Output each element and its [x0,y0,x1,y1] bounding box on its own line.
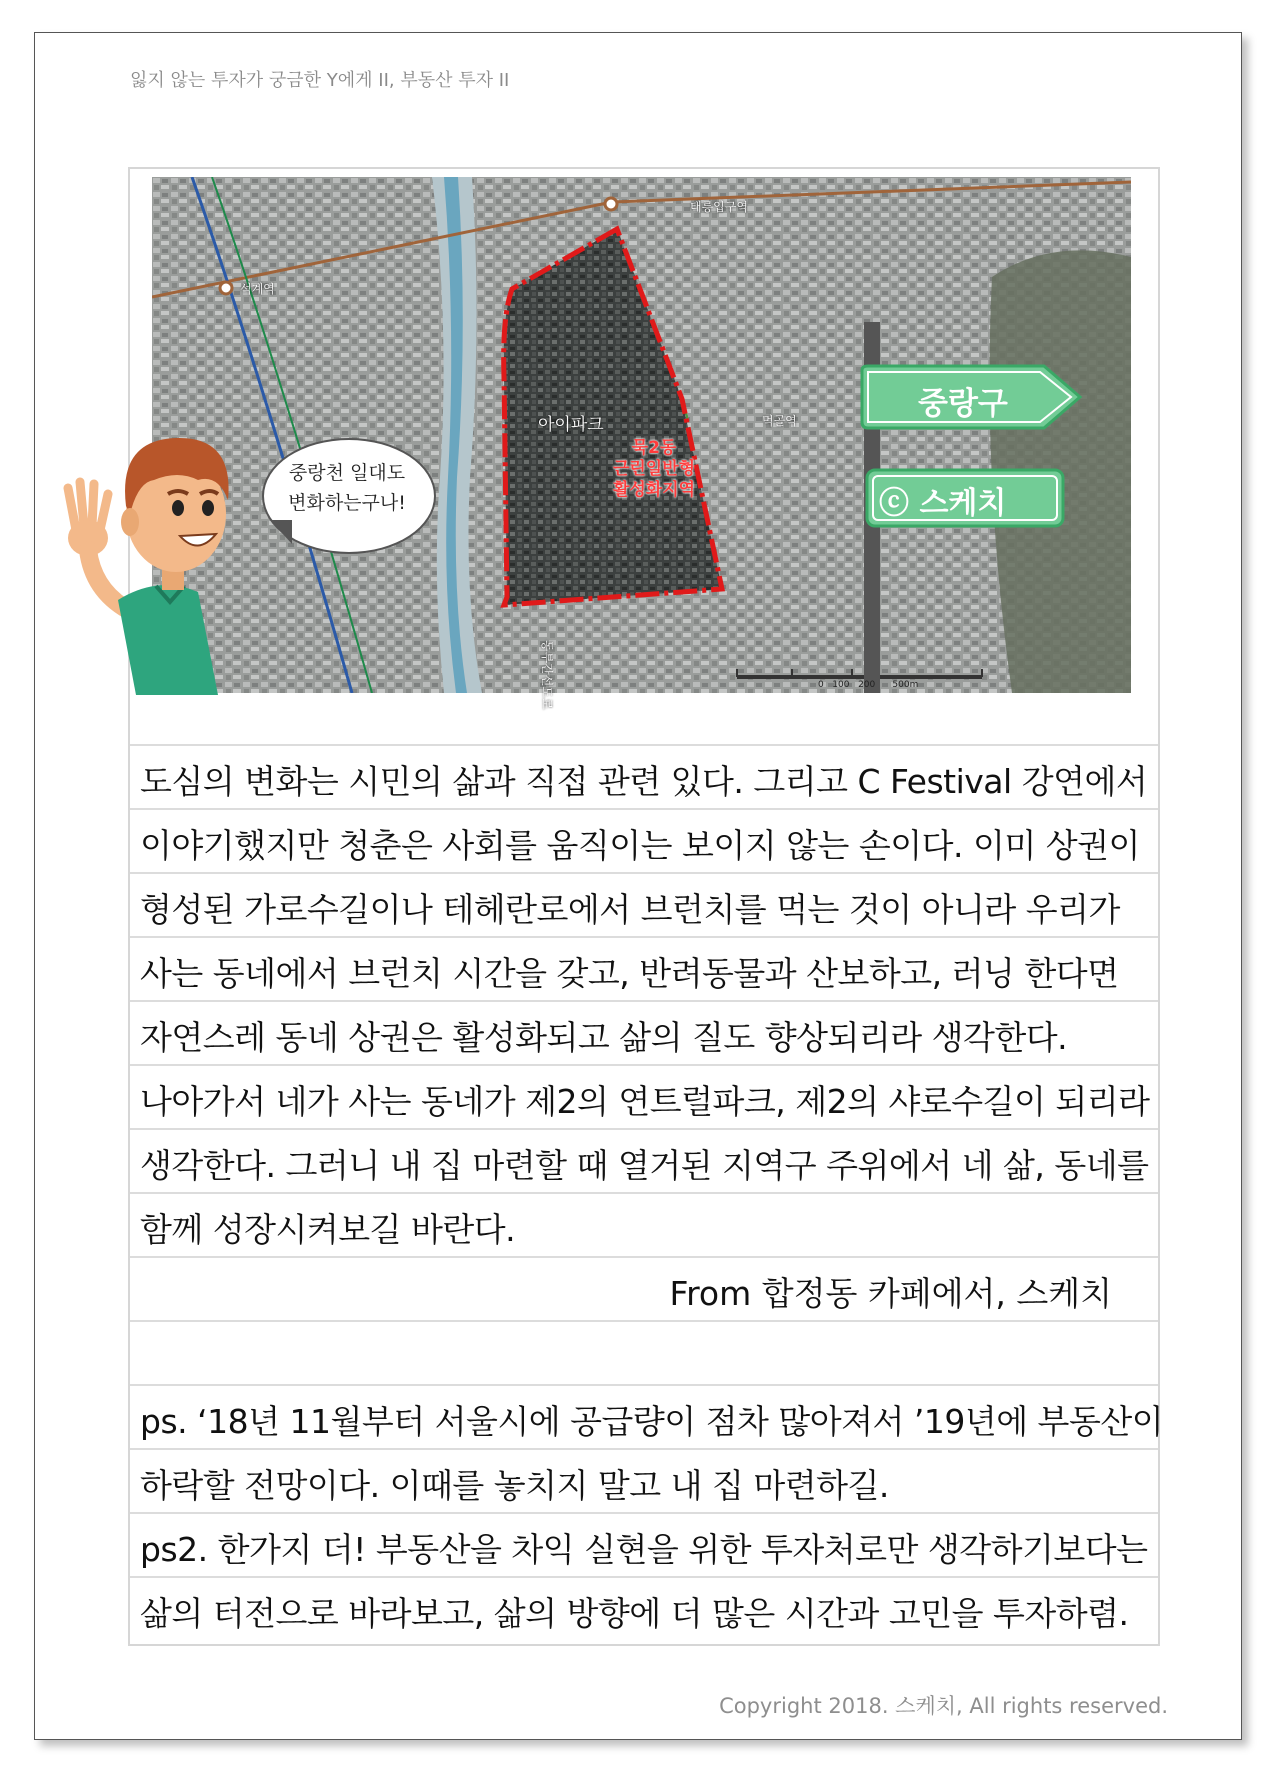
copyright-sign [865,468,1065,528]
map-region-label [594,438,714,501]
map-label-scale: 0 100 200 500m [818,680,919,690]
signature: From 합정동 카페에서, 스케치 [669,1274,1112,1313]
body-line: 함께 성장시켜보길 바란다. [140,1210,516,1249]
body-line: 이야기했지만 청춘은 사회를 움직이는 보이지 않는 손이다. 이미 상권이 [140,826,1140,865]
speech-bubble-tail [270,520,292,544]
region-label-line1: 묵2동 [631,438,677,458]
region-label-line3: 활성화지역 [612,480,696,500]
rule-line [130,1576,1158,1578]
footer-copyright: Copyright 2018. 스케치, All rights reserved. [719,1694,1168,1718]
body-line: 형성된 가로수길이나 테헤란로에서 브런치를 먹는 것이 아니라 우리가 [140,890,1120,929]
body-line: 사는 동네에서 브런치 시간을 갖고, 반려동물과 산보하고, 러닝 한다면 [140,954,1119,993]
region-label-line2: 근린일반형 [612,459,696,479]
aerial-map [152,177,1131,693]
rule-line [130,1000,1158,1002]
district-sign-label: 중랑구 [918,386,1008,422]
speech-line-1: 중랑천 일대도 [288,462,406,484]
character-illustration [58,410,248,695]
map-label-apt: 아이파크 [538,415,604,435]
rule-line [130,872,1158,874]
map-label-station-top: 태릉입구역 [690,200,748,214]
rule-line [130,936,1158,938]
speech-line-2: 변화하는구나! [288,492,406,514]
rule-line [130,1320,1158,1322]
ps-line: 하락할 전망이다. 이때를 놓치지 말고 내 집 마련하길. [140,1466,889,1505]
rule-line [130,1256,1158,1258]
ps-line: ps2. 한가지 더! 부동산을 차익 실현을 위한 투자처로만 생각하기보다는 [140,1530,1148,1569]
rule-line [130,808,1158,810]
rule-line [130,1192,1158,1194]
rule-line [130,1064,1158,1066]
body-line: 자연스레 동네 상권은 활성화되고 삶의 질도 향상되리라 생각한다. [140,1018,1068,1057]
copyright-sign-label: ⓒ 스케치 [879,486,1007,521]
rule-line [130,1128,1158,1130]
rule-line [130,1448,1158,1450]
rule-line [130,1384,1158,1386]
district-sign [858,364,1084,430]
ps-line: ps. ‘18년 11월부터 서울시에 공급량이 점차 많아져서 ’19년에 부동산이 [140,1402,1164,1441]
rule-line [130,744,1158,746]
map-label-station-right: 먹골역 [762,414,797,428]
map-label-station-left: 석계역 [240,282,275,296]
map-label-road: 동부간선도로 [540,640,554,710]
body-line: 도심의 변화는 시민의 삶과 직접 관련 있다. 그리고 C Festival 강연에서 [140,762,1148,801]
body-line: 나아가서 네가 사는 동네가 제2의 연트럴파크, 제2의 샤로수길이 되리라 [140,1082,1150,1121]
page-header: 잃지 않는 투자가 궁금한 Y에게 II, 부동산 투자 II [130,70,510,91]
body-line: 생각한다. 그러니 내 집 마련할 때 열거된 지역구 주위에서 네 삶, 동네를 [140,1146,1149,1185]
rule-line [130,1512,1158,1514]
speech-bubble-text [262,458,432,518]
ps-line: 삶의 터전으로 바라보고, 삶의 방향에 더 많은 시간과 고민을 투자하렴. [140,1594,1129,1633]
